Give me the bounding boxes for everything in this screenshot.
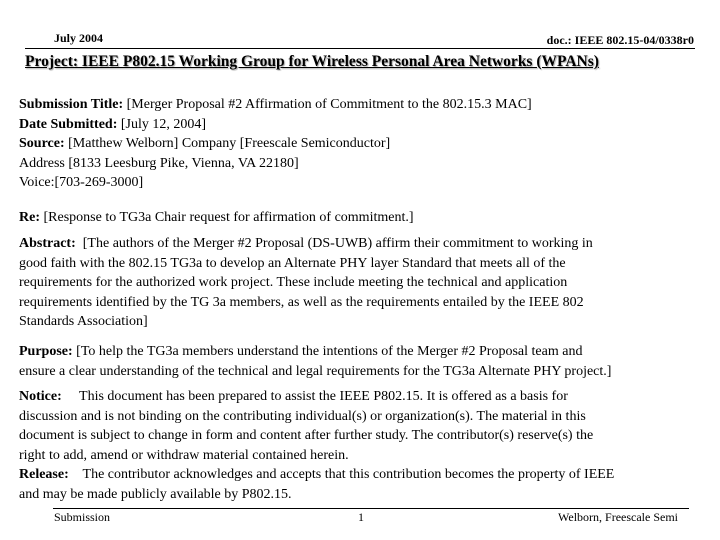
re-block — [19, 208, 709, 228]
source-line — [19, 134, 709, 154]
purpose-line — [19, 342, 709, 362]
date-submitted-value: [July 12, 2004] — [120, 116, 207, 132]
abstract-label: Abstract: — [19, 236, 76, 251]
notice-label: Notice: — [19, 389, 62, 404]
re-label: Re: — [19, 210, 40, 225]
purpose-line: ensure a clear understanding of the technical and legal requirements for the TG3a Alternate PHY project.] — [19, 363, 612, 379]
notice-line: discussion and is not binding on the contributing individual(s) or organization(s). The material in this — [19, 408, 586, 424]
submission-title-line — [19, 95, 709, 115]
header-divider — [25, 48, 695, 49]
submission-title-value: [Merger Proposal #2 Affirmation of Commitment to the 802.15.3 MAC] — [126, 97, 532, 112]
re-line — [19, 208, 709, 228]
footer-author: Welborn, Freescale Semi — [558, 510, 678, 524]
purpose-label: Purpose: — [19, 344, 73, 359]
notice-block — [19, 387, 709, 504]
project-title: Project: IEEE P802.15 Working Group for Wireless Personal Area Networks (WPANs) — [25, 53, 599, 70]
abstract-line: requirements for the authorized work project. These include meeting the technical and application — [19, 275, 568, 290]
address-line: Address [8133 Leesburg Pike, Vienna, VA 22180] — [19, 155, 299, 171]
release-line: and may be made publicly available by P802.15. — [19, 486, 292, 502]
notice-line: right to add, amend or withdraw material contained herein. — [19, 447, 349, 463]
purpose-block — [19, 342, 709, 381]
source-value: [Matthew Welborn] Company [Freescale Semiconductor] — [68, 136, 391, 151]
date-submitted-label: Date Submitted: — [19, 116, 118, 132]
abstract-line — [19, 234, 709, 254]
release-label: Release: — [19, 467, 69, 482]
header-doc-id: doc.: IEEE 802.15-04/0338r0 — [546, 33, 694, 47]
abstract-text: [The authors of the Merger #2 Proposal (DS-UWB) affirm their commitment to working in — [82, 236, 593, 251]
footer-submission: Submission — [54, 510, 111, 524]
abstract-line: good faith with the 802.15 TG3a to develop an Alternate PHY layer Standard that meets all of the — [19, 255, 566, 271]
footer-page-number: 1 — [358, 510, 364, 524]
notice-line: document is subject to change in form and content after further study. The contributor(s) reserve(s) the — [19, 428, 594, 443]
date-submitted-line — [19, 115, 709, 135]
abstract-block — [19, 234, 709, 332]
release-line — [19, 465, 709, 485]
source-label: Source: — [19, 136, 65, 151]
header-date: July 2004 — [54, 31, 104, 45]
notice-line — [19, 387, 709, 407]
footer-divider — [53, 508, 689, 509]
submission-title-label: Submission Title: — [19, 97, 124, 112]
abstract-line: Standards Association] — [19, 314, 148, 329]
voice-line: Voice:[703-269-3000] — [19, 175, 144, 190]
release-text: The contributor acknowledges and accepts that this contribution becomes the property of IEEE — [82, 467, 615, 482]
submission-block — [19, 95, 709, 193]
re-value: [Response to TG3a Chair request for affirmation of commitment.] — [43, 210, 414, 225]
abstract-line: requirements identified by the TG 3a members, as well as the requirements entailed by the IEEE 802 — [19, 294, 584, 310]
purpose-text: [To help the TG3a members understand the intentions of the Merger #2 Proposal team and — [76, 344, 583, 359]
notice-text: This document has been prepared to assist the IEEE P802.15. It is offered as a basis for — [79, 389, 568, 404]
